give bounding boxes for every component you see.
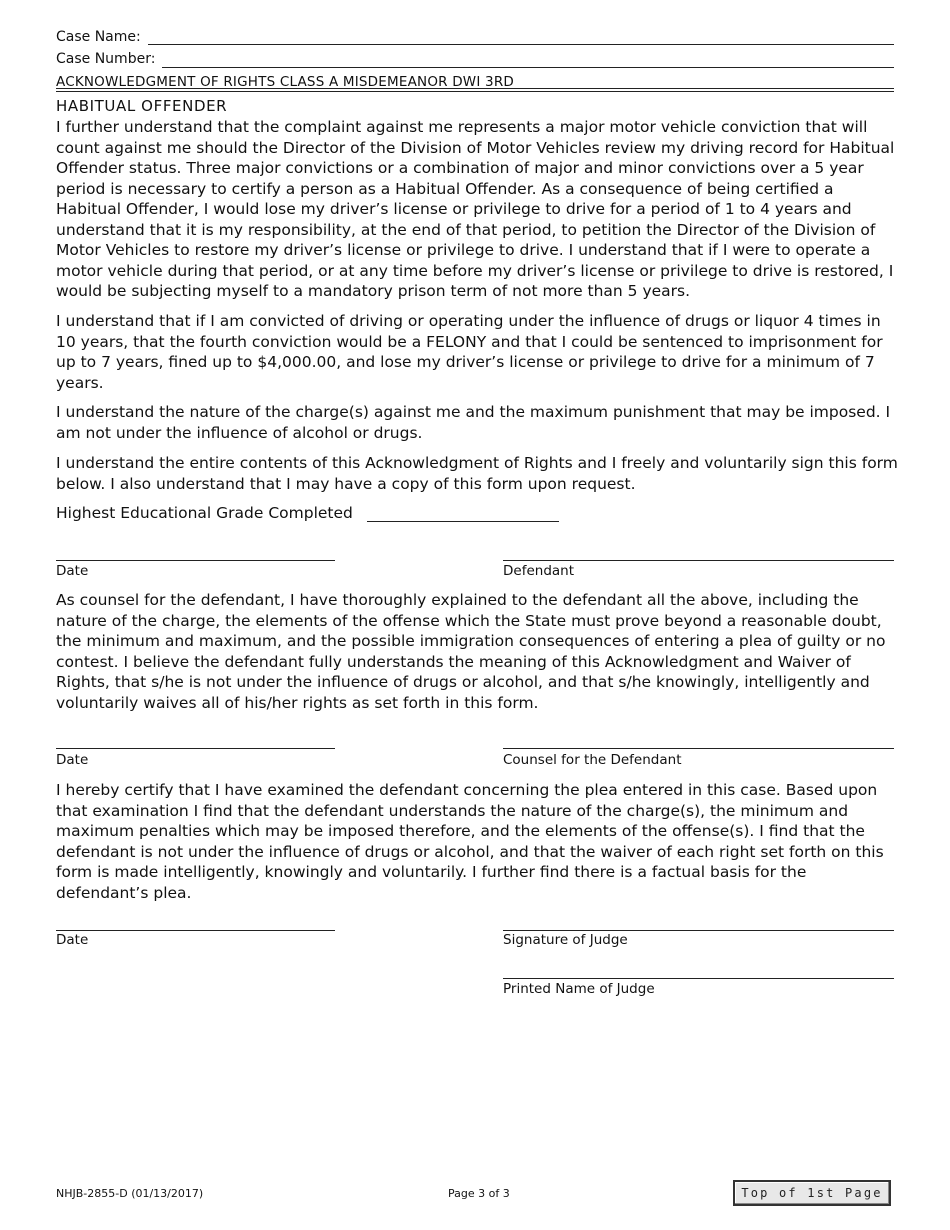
defendant-date-line[interactable] xyxy=(56,560,335,561)
counsel-signature-line[interactable] xyxy=(503,748,894,749)
education-field[interactable] xyxy=(367,521,559,522)
defendant-date-label: Date xyxy=(56,563,89,579)
counsel-paragraph: As counsel for the defendant, I have thoroughly explained to the defendant all the above, including the nature of the charge, the elements of the offense which the State must prove beyond a reasonable doubt, the minimum and maximum, and the possible immigration consequences of entering a plea of guilty or no contest. I believe the defendant fully understands the meaning of this Acknowledgment and Waiver of Rights, that s/he is not under the influence of drugs or alcohol, and that s/he knowingly, intelligently and voluntarily waives all of his/her rights as set forth in this form. xyxy=(56,591,886,712)
page-number: Page 3 of 3 xyxy=(448,1187,510,1200)
title-divider-top xyxy=(56,88,894,89)
judge-printed-name-label: Printed Name of Judge xyxy=(503,981,655,997)
counsel-date-line[interactable] xyxy=(56,748,335,749)
defendant-signature-line[interactable] xyxy=(503,560,894,561)
judge-signature-label: Signature of Judge xyxy=(503,932,628,948)
case-name-label: Case Name: xyxy=(56,29,141,45)
counsel-label: Counsel for the Defendant xyxy=(503,752,682,768)
nature-of-charge-paragraph: I understand the nature of the charge(s) against me and the maximum punishment that may be imposed. I am not under the influence of alcohol or drugs. xyxy=(56,403,891,442)
counsel-date-label: Date xyxy=(56,752,89,768)
judge-date-line[interactable] xyxy=(56,930,335,931)
judge-printed-name-line[interactable] xyxy=(503,978,894,979)
case-number-field[interactable] xyxy=(162,67,894,68)
felony-paragraph: I understand that if I am convicted of driving or operating under the influence of drugs or liquor 4 times in 10 years, that the fourth conviction would be a FELONY and that I could be sentenced to imprisonment for up to 7 years, fined up to $4,000.00, and lose my driver’s license or privilege to drive for a minimum of 7 years. xyxy=(56,312,883,392)
habitual-offender-paragraph: I further understand that the complaint against me represents a major motor vehicle conviction that will count against me should the Director of the Division of Motor Vehicles review my driving record for Habitual Offender status. Three major convictions or a combination of major and minor convictions over a 5 year period is necessary to certify a person as a Habitual Offender. As a consequence of being certified a Habitual Offender, I would lose my driver’s license or privilege to drive for a period of 1 to 4 years and understand that it is my responsibility, at the end of that period, to petition the Director of the Division of Motor Vehicles to restore my driver’s license or privilege to drive. I understand that if I were to operate a motor vehicle during that period, or at any time before my driver’s license or privilege to drive is restored, I would be subjecting myself to a mandatory prison term of not more than 5 years. xyxy=(56,118,895,300)
form-title: ACKNOWLEDGMENT OF RIGHTS CLASS A MISDEMEANOR DWI 3RD xyxy=(56,74,514,90)
form-id: NHJB-2855-D (01/13/2017) xyxy=(56,1187,204,1200)
education-label: Highest Educational Grade Completed xyxy=(56,504,353,522)
judge-signature-line[interactable] xyxy=(503,930,894,931)
judge-date-label: Date xyxy=(56,932,89,948)
judge-certification-paragraph: I hereby certify that I have examined the defendant concerning the plea entered in this case. Based upon that examination I find that the defendant understands the nature of the charge(s), the minimum and maximum penalties which may be imposed therefore, and the elements of the offense(s). I find that the defendant is not under the influence of drugs or alcohol, and that the waiver of each right set forth on this form is made intelligently, knowingly and voluntarily. I further find there is a factual basis for the defendant’s plea. xyxy=(56,781,884,902)
case-number-label: Case Number: xyxy=(56,51,156,67)
defendant-label: Defendant xyxy=(503,563,575,579)
section-title: HABITUAL OFFENDER xyxy=(56,97,228,115)
contents-paragraph: I understand the entire contents of this Acknowledgment of Rights and I freely and voluntarily sign this form below. I also understand that I may have a copy of this form upon request. xyxy=(56,454,898,493)
case-name-field[interactable] xyxy=(148,44,894,45)
top-of-first-page-button[interactable]: Top of 1st Page xyxy=(733,1180,891,1206)
title-divider-bottom xyxy=(56,91,894,92)
